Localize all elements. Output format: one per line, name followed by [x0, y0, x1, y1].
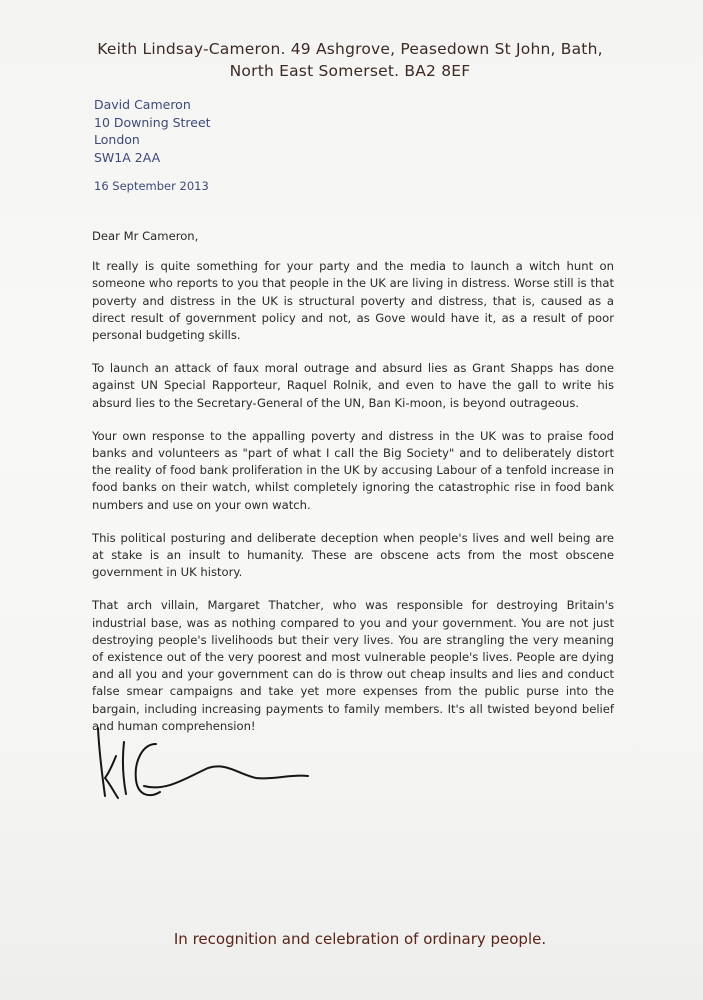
letterhead	[90, 38, 610, 82]
letter-date: 16 September 2013	[94, 179, 209, 193]
paragraph-3: Your own response to the appalling poverty and distress in the UK was to praise food banks and volunteers as "part of what I call the Big Society" and to deliberately distort the reality of food bank proliferation in the UK by accusing Labour of a tenfold increase in food banks on their watch, whilst completely ignoring the catastrophic rise in food bank numbers and use on your own watch.	[92, 428, 614, 512]
paragraph-4: This political posturing and deliberate deception when people's lives and well being are at stake is an insult to humanity. These are obscene acts from the most obscene government in UK history.	[92, 530, 614, 580]
recipient-address	[94, 96, 211, 166]
recipient-street: 10 Downing Street	[94, 114, 211, 130]
salutation: Dear Mr Cameron,	[92, 229, 199, 243]
paragraph-5: That arch villain, Margaret Thatcher, who was responsible for destroying Britain's industrial base, was as nothing compared to you and your government. You are not just destroying people's livelihoods but their very lives. You are strangling the very meaning of existence out of the very poorest and most vulnerable people's lives. People are dying and all you and your government can do is throw out cheap insults and lies and conduct false smear campaigns and take yet more expenses from the public purse into the bargain, including increasing payments to family members. It's all twisted beyond belief and human comprehension!	[92, 598, 614, 733]
handwritten-signature	[86, 722, 316, 812]
paragraph-1: It really is quite something for your party and the media to launch a witch hunt on someone who reports to you that people in the UK are living in distress. Worse still is that poverty and distress in the UK is structural poverty and distress, that is, caused as a direct result of government policy and not, as Gove would have it, as a result of poor personal budgeting skills.	[92, 259, 614, 343]
recipient-postcode: SW1A 2AA	[94, 149, 161, 165]
recipient-city: London	[94, 132, 140, 147]
paragraph-2: To launch an attack of faux moral outrage and absurd lies as Grant Shapps has done against UN Special Rapporteur, Raquel Rolnik, and even to have the gall to write his absurd lies to the Secretary-General of the UN, Ban Ki-moon, is beyond outrageous.	[92, 361, 614, 410]
recipient-name: David Cameron	[94, 97, 191, 112]
letter-body	[92, 228, 614, 751]
letterhead-line-2: North East Somerset. BA2 8EF	[229, 62, 471, 80]
footer-motto: In recognition and celebration of ordinary people.	[173, 930, 547, 948]
letterhead-line-1: Keith Lindsay-Cameron. 49 Ashgrove, Peasedown St John, Bath,	[97, 40, 603, 58]
